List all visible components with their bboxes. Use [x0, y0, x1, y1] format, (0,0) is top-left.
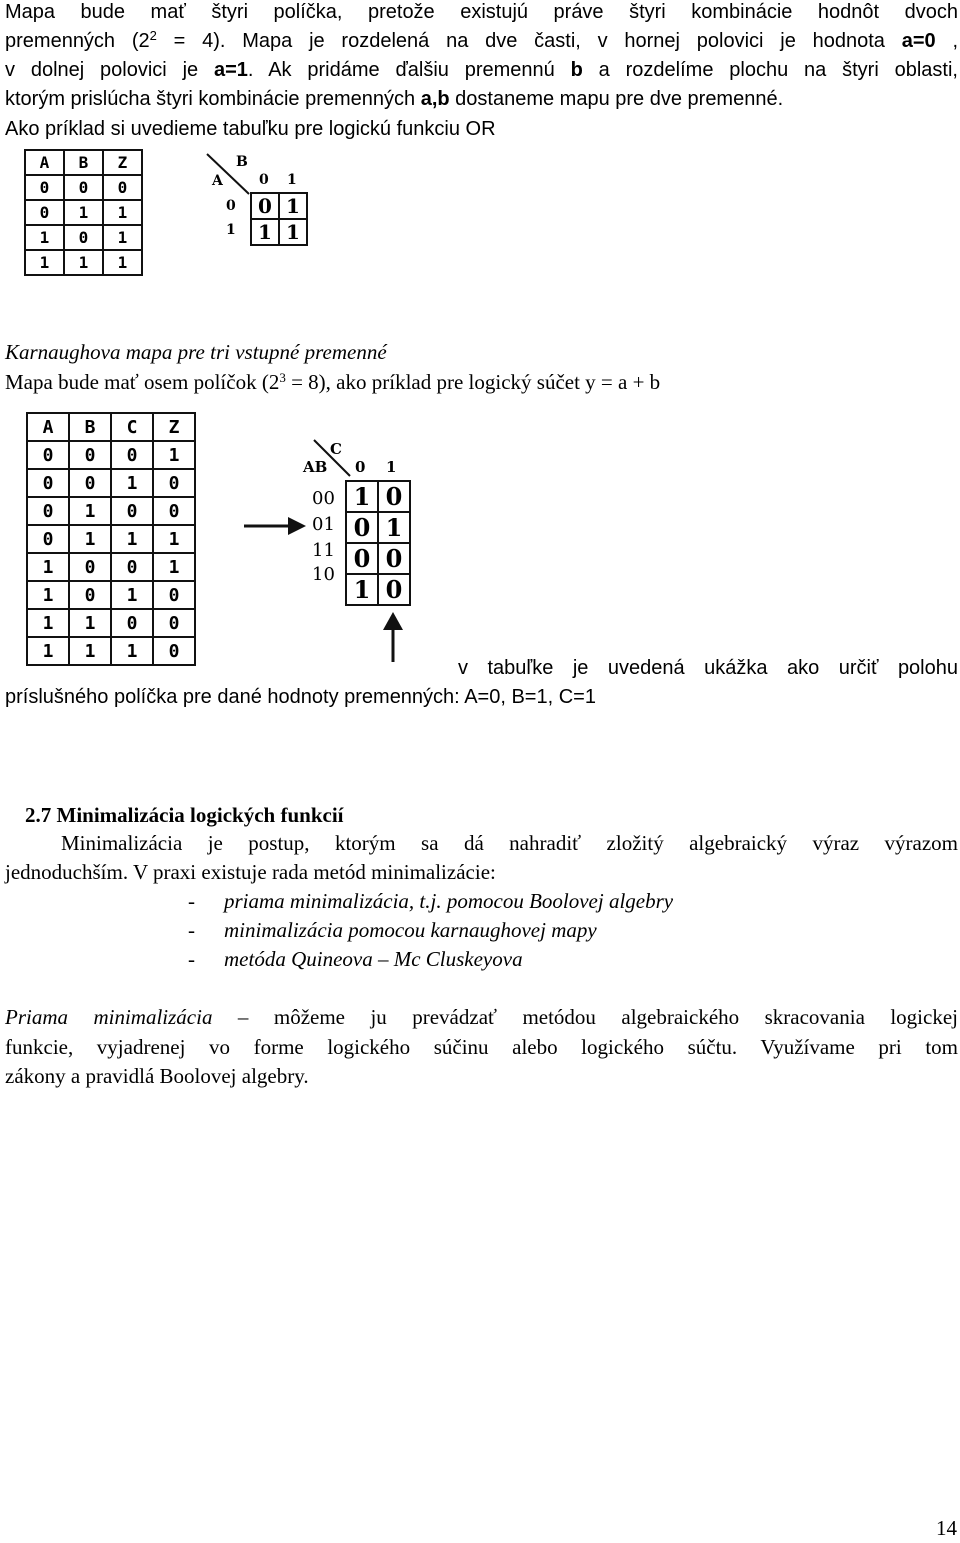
table-header-cell: A: [27, 413, 69, 441]
table-cell: 0: [27, 469, 69, 497]
table-cell: 1: [27, 553, 69, 581]
text-segment: ,: [935, 30, 959, 52]
table-cell: 0: [153, 637, 195, 665]
intro-line-2: [5, 26, 958, 56]
table-row: [25, 225, 142, 250]
map-column-header: 0: [355, 458, 366, 476]
map-row-header: 01: [312, 514, 335, 535]
table-cell: 1: [69, 609, 111, 637]
table-cell: 1: [25, 225, 64, 250]
table-header-cell: B: [64, 150, 103, 175]
or-truth-table: [24, 149, 143, 276]
bold-text: b: [570, 59, 583, 81]
intro-line-1: Mapa bude mať štyri políčka, pretože existujú práve štyri kombinácie hodnôt dvoch: [5, 1, 958, 23]
map-column-variable: B: [236, 154, 248, 170]
table-cell: 0: [153, 497, 195, 525]
intro-line-4: [5, 84, 958, 114]
text-segment: ktorým prislúcha štyri kombinácie premenných: [5, 88, 421, 110]
map-column-header: 0: [259, 172, 269, 188]
bold-text: a,b: [420, 88, 450, 110]
table-header-cell: Z: [103, 150, 142, 175]
table-cell: 0: [69, 441, 111, 469]
map-row: [346, 574, 410, 605]
table-row: [27, 497, 195, 525]
direct-minimization-line-3: zákony a pravidlá Boolovej algebry.: [5, 1064, 309, 1088]
direct-minimization-line-1: [5, 1002, 958, 1032]
text-segment: Mapa bude mať osem políčok (2: [5, 370, 280, 394]
text-segment: v dolnej polovici je: [5, 59, 214, 81]
map-cell: 0: [378, 543, 410, 574]
superscript: 2: [149, 28, 157, 43]
list-dash: -: [188, 889, 195, 913]
map-cell: 0: [346, 543, 378, 574]
list-item-text: minimalizácia pomocou karnaughovej mapy: [224, 918, 597, 942]
table-row: [25, 200, 142, 225]
section3-text: [5, 367, 958, 397]
section27-paragraph-line-1: Minimalizácia je postup, ktorým sa dá nahradiť zložitý algebraický výraz výrazom: [61, 831, 958, 855]
text-segment: dostaneme mapu pre dve premenné.: [449, 88, 784, 110]
table-row: [27, 609, 195, 637]
table-cell: 1: [69, 637, 111, 665]
table-cell: 0: [69, 553, 111, 581]
map-cell: 1: [279, 193, 307, 219]
table-cell: 0: [27, 525, 69, 553]
superscript: 3: [279, 370, 286, 385]
map-cell: 0: [378, 574, 410, 605]
map-row-header: 1: [226, 222, 236, 238]
section27-paragraph-line-2: jednoduchším. V praxi existuje rada metód minimalizácie:: [5, 860, 496, 884]
list-item: [188, 915, 597, 945]
table-cell: 1: [103, 225, 142, 250]
map-row-header: 0: [226, 198, 236, 214]
bold-text: a=1: [213, 59, 248, 81]
list-item: [188, 944, 523, 974]
table-cell: 0: [64, 175, 103, 200]
table-cell: 1: [64, 250, 103, 275]
page-number: 14: [936, 1516, 957, 1540]
table-cell: 1: [111, 637, 153, 665]
map-row: [251, 193, 307, 219]
table-cell: 1: [64, 200, 103, 225]
text-segment: a rozdelíme plochu na štyri oblasti,: [582, 59, 958, 81]
table-cell: 0: [153, 609, 195, 637]
table-cell: 0: [25, 200, 64, 225]
map-column-header: 1: [386, 458, 397, 476]
or-karnaugh-map: [250, 192, 308, 246]
table-row: [27, 525, 195, 553]
table-cell: 1: [103, 250, 142, 275]
three-variable-karnaugh-map: [345, 480, 411, 606]
map-cell: 1: [346, 481, 378, 512]
arrow-up-icon: [380, 612, 406, 662]
map-row: [346, 512, 410, 543]
table-cell: 0: [27, 441, 69, 469]
map-row-variable: AB: [303, 458, 328, 476]
table-row: [25, 250, 142, 275]
table-cell: 1: [111, 581, 153, 609]
text-segment: = 4). Mapa je rozdelená na dve časti, v hornej polovici je hodnota: [156, 30, 902, 52]
table-header-cell: C: [111, 413, 153, 441]
map-column-header: 1: [287, 172, 297, 188]
table-cell: 0: [25, 175, 64, 200]
table-cell: 1: [69, 525, 111, 553]
example-line-2: príslušného políčka pre dané hodnoty premenných: A=0, B=1, C=1: [5, 686, 596, 708]
table-cell: 0: [27, 497, 69, 525]
map-row: [346, 481, 410, 512]
map-cell: 1: [251, 219, 279, 245]
table-header-row: [27, 413, 195, 441]
table-cell: 1: [27, 637, 69, 665]
table-row: [27, 553, 195, 581]
table-header-cell: Z: [153, 413, 195, 441]
table-cell: 0: [111, 609, 153, 637]
bold-text: a=0: [901, 30, 936, 52]
table-header-cell: A: [25, 150, 64, 175]
table-cell: 1: [27, 609, 69, 637]
map-cell: 1: [378, 512, 410, 543]
direct-minimization-line-2: funkcie, vyjadrenej vo forme logického súčinu alebo logického súčtu. Využívame pri tom: [5, 1035, 958, 1059]
table-cell: 0: [69, 469, 111, 497]
table-cell: 1: [25, 250, 64, 275]
map-row-header: 00: [312, 488, 335, 509]
map-row-header: 10: [312, 564, 335, 585]
map-row-header: 11: [312, 540, 335, 561]
table-cell: 0: [64, 225, 103, 250]
list-dash: -: [188, 918, 195, 942]
table-cell: 0: [153, 469, 195, 497]
map-row: [251, 219, 307, 245]
map-column-variable: C: [330, 440, 342, 458]
text-segment: premenných (2: [5, 30, 150, 52]
table-cell: 0: [111, 497, 153, 525]
list-item-text: metóda Quineova – Mc Cluskeyova: [224, 947, 523, 971]
section-heading-three-variables: Karnaughova mapa pre tri vstupné premenné: [5, 340, 387, 364]
table-cell: 0: [69, 581, 111, 609]
table-cell: 1: [153, 553, 195, 581]
table-cell: 0: [111, 441, 153, 469]
table-row: [27, 469, 195, 497]
table-cell: 0: [153, 581, 195, 609]
section-heading-minimization: 2.7 Minimalizácia logických funkcií: [25, 803, 344, 827]
intro-line-3: [5, 55, 958, 85]
table-cell: 1: [153, 441, 195, 469]
intro-line-5: Ako príklad si uvedieme tabuľku pre logickú funkciu OR: [5, 118, 496, 140]
table-cell: 1: [153, 525, 195, 553]
arrow-right-icon: [244, 514, 310, 538]
table-cell: 1: [27, 581, 69, 609]
table-row: [27, 637, 195, 665]
text-segment: = 8), ako príklad pre logický súčet y = a + b: [285, 370, 661, 394]
map-cell: 0: [378, 481, 410, 512]
table-header-row: [25, 150, 142, 175]
table-cell: 0: [111, 553, 153, 581]
table-row: [27, 441, 195, 469]
table-row: [25, 175, 142, 200]
map-row-variable: A: [212, 173, 223, 189]
map-row: [346, 543, 410, 574]
table-row: [27, 581, 195, 609]
table-header-cell: B: [69, 413, 111, 441]
table-cell: 0: [103, 175, 142, 200]
example-line-1: v tabuľke je uvedená ukážka ako určiť polohu: [458, 657, 958, 679]
three-variable-truth-table: [26, 412, 196, 666]
table-cell: 1: [111, 469, 153, 497]
table-cell: 1: [69, 497, 111, 525]
map-cell: 1: [279, 219, 307, 245]
map-cell: 1: [346, 574, 378, 605]
italic-term: Priama minimalizácia: [5, 1005, 213, 1029]
list-item-text: priama minimalizácia, t.j. pomocou Boolovej algebry: [224, 889, 674, 913]
map-cell: 0: [251, 193, 279, 219]
text-segment: – môžeme ju prevádzať metódou algebraického skracovania logickej: [212, 1005, 958, 1029]
map-cell: 0: [346, 512, 378, 543]
text-segment: . Ak pridáme ďalšiu premennú: [247, 59, 571, 81]
table-cell: 1: [111, 525, 153, 553]
list-item: [188, 886, 673, 916]
table-cell: 1: [103, 200, 142, 225]
list-dash: -: [188, 947, 195, 971]
